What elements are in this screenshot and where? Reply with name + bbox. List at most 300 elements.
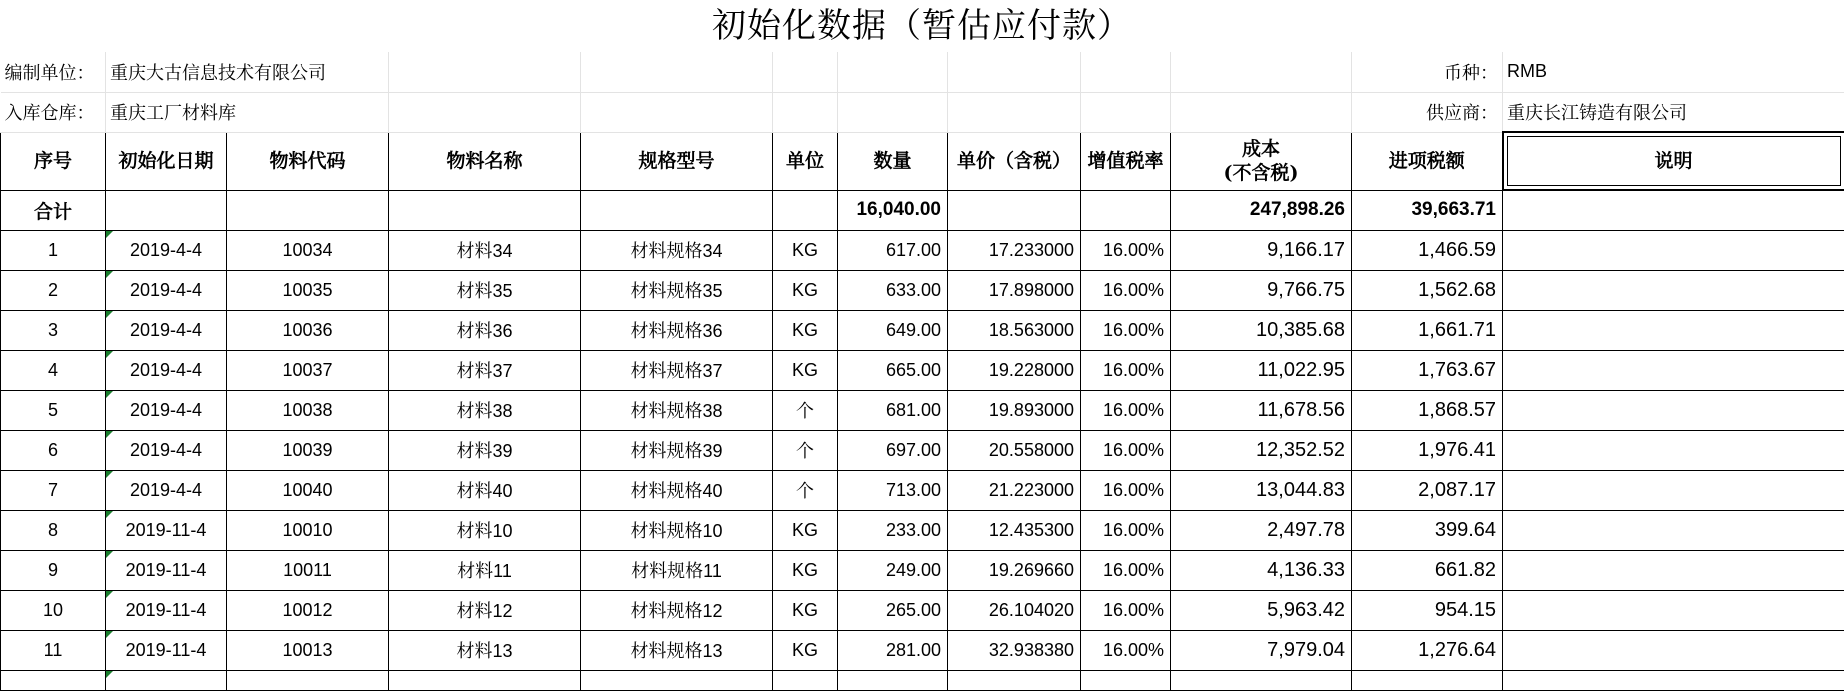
cell-price-text: 17.898000 [989, 280, 1074, 300]
empty-cell[interactable] [581, 52, 773, 92]
cell-price-text: 12.435300 [989, 520, 1074, 540]
cell-seq[interactable] [1, 310, 106, 350]
cell-qty-text: 633.00 [886, 280, 941, 300]
cell-unit-text: KG [792, 560, 818, 580]
cell-qty[interactable] [838, 430, 948, 470]
header-cost[interactable] [1171, 132, 1352, 190]
empty-cell[interactable] [1, 670, 106, 690]
total-label[interactable]: 合计 [1, 190, 106, 230]
empty-cell[interactable] [227, 190, 389, 230]
cell-price-text: 19.269660 [989, 560, 1074, 580]
cell-spec[interactable] [581, 350, 773, 390]
cell-spec-text: 材料规格10 [630, 521, 722, 541]
cell-price[interactable] [948, 510, 1081, 550]
header-qty[interactable]: 数量 [838, 132, 948, 190]
cell-seq[interactable] [1, 510, 106, 550]
cell-qty[interactable] [838, 390, 948, 430]
empty-cell[interactable] [948, 52, 1081, 92]
cell-tax[interactable] [1352, 550, 1503, 590]
cell-vat-text: 16.00% [1103, 240, 1164, 260]
supplier-value[interactable]: 重庆长江铸造有限公司 [1503, 92, 1844, 132]
cell-date-text: 2019-4-4 [130, 400, 202, 420]
cell-seq[interactable] [1, 350, 106, 390]
cell-seq[interactable] [1, 430, 106, 470]
cell-unit-text: KG [792, 280, 818, 300]
cell-unit[interactable] [773, 470, 838, 510]
cell-name[interactable] [389, 230, 581, 270]
cell-cost-text: 4,136.33 [1267, 559, 1345, 581]
cell-unit[interactable] [773, 630, 838, 670]
cell-unit-text: KG [792, 520, 818, 540]
cell-desc[interactable] [1503, 270, 1844, 310]
warehouse-label[interactable]: 入库仓库： [1, 92, 106, 132]
cell-seq[interactable] [1, 590, 106, 630]
empty-cell[interactable] [389, 92, 581, 132]
cell-code[interactable] [227, 470, 389, 510]
cell-unit[interactable] [773, 270, 838, 310]
cell-qty-text: 617.00 [886, 240, 941, 260]
empty-cell[interactable] [773, 190, 838, 230]
empty-cell[interactable] [581, 92, 773, 132]
info-row-warehouse [1, 92, 1844, 132]
cell-desc[interactable] [1503, 550, 1844, 590]
cell-price[interactable] [948, 550, 1081, 590]
empty-cell[interactable] [1081, 190, 1171, 230]
empty-cell[interactable] [948, 190, 1081, 230]
supplier-label[interactable]: 供应商： [1352, 92, 1503, 132]
cell-unit[interactable] [773, 310, 838, 350]
total-row [1, 190, 1844, 230]
table-row [1, 510, 1844, 550]
cell-price[interactable] [948, 590, 1081, 630]
cell-vat[interactable] [1081, 510, 1171, 550]
cell-price[interactable] [948, 630, 1081, 670]
cell-name[interactable] [389, 350, 581, 390]
empty-cell[interactable] [1081, 670, 1171, 690]
cell-spec-text: 材料规格34 [630, 241, 722, 261]
cell-name[interactable] [389, 310, 581, 350]
cell-tax-text: 954.15 [1435, 599, 1496, 621]
header-name[interactable]: 物料名称 [389, 132, 581, 190]
cell-name[interactable] [389, 270, 581, 310]
header-vat[interactable]: 增值税率 [1081, 132, 1171, 190]
cell-date-text: 2019-4-4 [130, 480, 202, 500]
cell-code[interactable] [227, 350, 389, 390]
cell-vat[interactable] [1081, 550, 1171, 590]
table-row-partial [1, 670, 1844, 690]
cell-name[interactable] [389, 630, 581, 670]
empty-cell[interactable] [1081, 52, 1171, 92]
cell-date[interactable] [106, 390, 227, 430]
cell-vat-text: 16.00% [1103, 480, 1164, 500]
cell-code-text: 10040 [282, 480, 332, 500]
cell-desc[interactable] [1503, 230, 1844, 270]
cell-code[interactable] [227, 510, 389, 550]
table-row [1, 550, 1844, 590]
cell-spec-text: 材料规格13 [630, 641, 722, 661]
header-seq[interactable]: 序号 [1, 132, 106, 190]
cell-code[interactable] [227, 630, 389, 670]
cell-date[interactable] [106, 550, 227, 590]
cell-name[interactable] [389, 590, 581, 630]
empty-cell[interactable] [773, 52, 838, 92]
cell-desc[interactable] [1503, 590, 1844, 630]
table-row [1, 270, 1844, 310]
cell-code-text: 10010 [282, 520, 332, 540]
cell-date[interactable] [106, 590, 227, 630]
cell-spec[interactable] [581, 430, 773, 470]
cell-name-text: 材料34 [456, 241, 512, 261]
cell-vat[interactable] [1081, 230, 1171, 270]
cell-date-text: 2019-4-4 [130, 320, 202, 340]
cell-tax-text: 1,868.57 [1418, 399, 1496, 421]
cell-qty-text: 649.00 [886, 320, 941, 340]
cell-cost[interactable] [1171, 270, 1352, 310]
cell-tax[interactable] [1352, 470, 1503, 510]
cell-tax-text: 2,087.17 [1418, 479, 1496, 501]
cell-price-text: 32.938380 [989, 640, 1074, 660]
cell-price[interactable] [948, 310, 1081, 350]
cell-desc[interactable] [1503, 350, 1844, 390]
empty-cell[interactable] [948, 670, 1081, 690]
empty-cell[interactable] [106, 670, 227, 690]
empty-cell[interactable] [1171, 670, 1352, 690]
cell-seq[interactable] [1, 550, 106, 590]
empty-cell[interactable] [838, 52, 948, 92]
cell-tax-text: 399.64 [1435, 519, 1496, 541]
table-row [1, 590, 1844, 630]
cell-qty-text: 265.00 [886, 600, 941, 620]
cell-unit[interactable] [773, 430, 838, 470]
cell-name-text: 材料13 [456, 641, 512, 661]
table-row [1, 350, 1844, 390]
cell-qty[interactable] [838, 470, 948, 510]
cell-name-text: 材料36 [456, 321, 512, 341]
empty-cell[interactable] [389, 52, 581, 92]
cell-cost[interactable] [1171, 430, 1352, 470]
cell-code-text: 10037 [282, 360, 332, 380]
total-tax[interactable]: 39,663.71 [1352, 190, 1503, 230]
cell-unit[interactable] [773, 390, 838, 430]
empty-cell[interactable] [389, 190, 581, 230]
cell-cost[interactable] [1171, 230, 1352, 270]
header-cost-line2: (不含税) [1177, 161, 1345, 185]
cell-vat[interactable] [1081, 310, 1171, 350]
cell-seq[interactable] [1, 630, 106, 670]
cell-qty-text: 697.00 [886, 440, 941, 460]
cell-desc[interactable] [1503, 470, 1844, 510]
cell-spec-text: 材料规格37 [630, 361, 722, 381]
empty-cell[interactable] [1503, 670, 1844, 690]
cell-code[interactable] [227, 430, 389, 470]
header-date[interactable]: 初始化日期 [106, 132, 227, 190]
cell-vat-text: 16.00% [1103, 560, 1164, 580]
cell-tax[interactable] [1352, 630, 1503, 670]
cell-tax-text: 1,276.64 [1418, 639, 1496, 661]
comment-marker-icon [106, 471, 113, 478]
cell-spec[interactable] [581, 590, 773, 630]
cell-qty[interactable] [838, 310, 948, 350]
cell-qty[interactable] [838, 550, 948, 590]
cell-cost[interactable] [1171, 590, 1352, 630]
cell-seq[interactable] [1, 270, 106, 310]
cell-unit[interactable] [773, 510, 838, 550]
cell-qty-text: 713.00 [886, 480, 941, 500]
empty-cell[interactable] [773, 670, 838, 690]
cell-vat[interactable] [1081, 270, 1171, 310]
cell-tax-text: 1,466.59 [1418, 239, 1496, 261]
cell-seq-text: 4 [48, 360, 58, 380]
sheet-title: 初始化数据（暂估应付款） [0, 0, 1844, 52]
cell-cost[interactable] [1171, 350, 1352, 390]
cell-price[interactable] [948, 430, 1081, 470]
cell-spec[interactable] [581, 230, 773, 270]
cell-vat[interactable] [1081, 430, 1171, 470]
cell-spec-text: 材料规格40 [630, 481, 722, 501]
cell-date[interactable] [106, 470, 227, 510]
cell-price[interactable] [948, 350, 1081, 390]
cell-code-text: 10039 [282, 440, 332, 460]
cell-spec[interactable] [581, 470, 773, 510]
cell-seq-text: 6 [48, 440, 58, 460]
header-row [1, 132, 1844, 190]
table-row [1, 470, 1844, 510]
comment-marker-icon [106, 671, 113, 678]
cell-spec[interactable] [581, 630, 773, 670]
cell-date-text: 2019-11-4 [126, 520, 207, 540]
cell-name[interactable] [389, 470, 581, 510]
header-spec[interactable]: 规格型号 [581, 132, 773, 190]
cell-code[interactable] [227, 270, 389, 310]
cell-code-text: 10036 [282, 320, 332, 340]
cell-spec[interactable] [581, 390, 773, 430]
cell-tax-text: 1,763.67 [1418, 359, 1496, 381]
cell-tax[interactable] [1352, 230, 1503, 270]
empty-cell[interactable] [948, 92, 1081, 132]
cell-cost-text: 13,044.83 [1256, 479, 1345, 501]
spreadsheet-table [0, 52, 1844, 691]
cell-qty-text: 233.00 [886, 520, 941, 540]
cell-unit[interactable] [773, 550, 838, 590]
empty-cell[interactable] [389, 670, 581, 690]
comment-marker-icon [106, 511, 113, 518]
cell-seq-text: 7 [48, 480, 58, 500]
cell-code[interactable] [227, 390, 389, 430]
cell-spec-text: 材料规格11 [631, 561, 722, 581]
cell-seq[interactable] [1, 230, 106, 270]
cell-vat[interactable] [1081, 350, 1171, 390]
cell-qty[interactable] [838, 590, 948, 630]
total-qty[interactable]: 16,040.00 [838, 190, 948, 230]
cell-date-text: 2019-11-4 [126, 600, 207, 620]
cell-date-text: 2019-4-4 [130, 240, 202, 260]
header-desc[interactable]: 说明 [1503, 132, 1844, 190]
total-cost[interactable]: 247,898.26 [1171, 190, 1352, 230]
cell-desc[interactable] [1503, 310, 1844, 350]
cell-date[interactable] [106, 230, 227, 270]
cell-name[interactable] [389, 510, 581, 550]
cell-qty[interactable] [838, 230, 948, 270]
cell-vat-text: 16.00% [1103, 280, 1164, 300]
comment-marker-icon [106, 351, 113, 358]
cell-cost[interactable] [1171, 390, 1352, 430]
cell-vat[interactable] [1081, 630, 1171, 670]
comment-marker-icon [106, 391, 113, 398]
cell-code[interactable] [227, 590, 389, 630]
table-row [1, 630, 1844, 670]
cell-name-text: 材料10 [456, 521, 512, 541]
org-value[interactable]: 重庆大古信息技术有限公司 [106, 52, 389, 92]
header-code[interactable]: 物料代码 [227, 132, 389, 190]
info-row-org [1, 52, 1844, 92]
cell-tax[interactable] [1352, 310, 1503, 350]
cell-unit[interactable] [773, 230, 838, 270]
comment-marker-icon [106, 311, 113, 318]
cell-cost[interactable] [1171, 630, 1352, 670]
empty-cell[interactable] [773, 92, 838, 132]
cell-unit-text: KG [792, 360, 818, 380]
cell-date[interactable] [106, 310, 227, 350]
cell-name[interactable] [389, 550, 581, 590]
empty-cell[interactable] [106, 190, 227, 230]
cell-price[interactable] [948, 390, 1081, 430]
cell-date[interactable] [106, 270, 227, 310]
cell-seq[interactable] [1, 470, 106, 510]
cell-name[interactable] [389, 390, 581, 430]
cell-unit[interactable] [773, 590, 838, 630]
cell-cost-text: 9,766.75 [1267, 279, 1345, 301]
cell-cost[interactable] [1171, 310, 1352, 350]
empty-cell[interactable] [1081, 92, 1171, 132]
header-cost-line1: 成本 [1177, 137, 1345, 161]
cell-seq[interactable] [1, 390, 106, 430]
cell-qty[interactable] [838, 630, 948, 670]
cell-qty[interactable] [838, 510, 948, 550]
cell-code-text: 10034 [282, 240, 332, 260]
comment-marker-icon [106, 591, 113, 598]
cell-date[interactable] [106, 430, 227, 470]
currency-label[interactable]: 币种： [1352, 52, 1503, 92]
cell-code[interactable] [227, 550, 389, 590]
cell-price-text: 19.893000 [989, 400, 1074, 420]
empty-cell[interactable] [1503, 190, 1844, 230]
cell-date[interactable] [106, 350, 227, 390]
table-row [1, 430, 1844, 470]
cell-qty[interactable] [838, 350, 948, 390]
cell-name-text: 材料39 [456, 441, 512, 461]
cell-code-text: 10012 [282, 600, 332, 620]
cell-unit-text: 个 [796, 401, 814, 421]
cell-vat-text: 16.00% [1103, 600, 1164, 620]
cell-spec[interactable] [581, 310, 773, 350]
empty-cell[interactable] [838, 92, 948, 132]
cell-spec[interactable] [581, 510, 773, 550]
cell-tax[interactable] [1352, 270, 1503, 310]
cell-vat-text: 16.00% [1103, 360, 1164, 380]
cell-cost[interactable] [1171, 510, 1352, 550]
org-label[interactable]: 编制单位： [1, 52, 106, 92]
cell-tax[interactable] [1352, 350, 1503, 390]
cell-date-text: 2019-4-4 [130, 280, 202, 300]
cell-date-text: 2019-4-4 [130, 360, 202, 380]
cell-unit[interactable] [773, 350, 838, 390]
cell-seq-text: 5 [48, 400, 58, 420]
empty-cell[interactable] [1171, 92, 1352, 132]
cell-price[interactable] [948, 230, 1081, 270]
header-tax[interactable]: 进项税额 [1352, 132, 1503, 190]
cell-vat-text: 16.00% [1103, 640, 1164, 660]
empty-cell[interactable] [1352, 670, 1503, 690]
cell-desc[interactable] [1503, 430, 1844, 470]
cell-vat-text: 16.00% [1103, 400, 1164, 420]
cell-name-text: 材料11 [457, 561, 512, 581]
empty-cell[interactable] [1171, 52, 1352, 92]
cell-cost-text: 5,963.42 [1267, 599, 1345, 621]
cell-name-text: 材料37 [456, 361, 512, 381]
cell-spec-text: 材料规格39 [630, 441, 722, 461]
cell-name-text: 材料35 [456, 281, 512, 301]
cell-seq-text: 1 [48, 240, 58, 260]
cell-cost[interactable] [1171, 550, 1352, 590]
cell-desc[interactable] [1503, 630, 1844, 670]
cell-code[interactable] [227, 230, 389, 270]
cell-seq-text: 3 [48, 320, 58, 340]
cell-date[interactable] [106, 510, 227, 550]
cell-cost-text: 10,385.68 [1256, 319, 1345, 341]
cell-tax[interactable] [1352, 510, 1503, 550]
cell-code-text: 10011 [283, 560, 332, 580]
comment-marker-icon [106, 271, 113, 278]
cell-spec[interactable] [581, 270, 773, 310]
cell-price-text: 20.558000 [989, 440, 1074, 460]
cell-date[interactable] [106, 630, 227, 670]
empty-cell[interactable] [227, 670, 389, 690]
cell-qty[interactable] [838, 270, 948, 310]
cell-cost[interactable] [1171, 470, 1352, 510]
empty-cell[interactable] [581, 670, 773, 690]
currency-value[interactable]: RMB [1503, 52, 1844, 92]
warehouse-value[interactable]: 重庆工厂材料库 [106, 92, 389, 132]
header-price[interactable]: 单价（含税） [948, 132, 1081, 190]
cell-vat[interactable] [1081, 390, 1171, 430]
cell-date-text: 2019-11-4 [126, 640, 207, 660]
cell-tax[interactable] [1352, 390, 1503, 430]
cell-code[interactable] [227, 310, 389, 350]
cell-cost-text: 2,497.78 [1267, 519, 1345, 541]
cell-spec-text: 材料规格35 [630, 281, 722, 301]
cell-spec-text: 材料规格38 [630, 401, 722, 421]
cell-qty-text: 249.00 [886, 560, 941, 580]
cell-qty-text: 681.00 [886, 400, 941, 420]
empty-cell[interactable] [838, 670, 948, 690]
empty-cell[interactable] [581, 190, 773, 230]
cell-price[interactable] [948, 470, 1081, 510]
cell-vat[interactable] [1081, 470, 1171, 510]
cell-desc[interactable] [1503, 510, 1844, 550]
cell-desc[interactable] [1503, 390, 1844, 430]
cell-name[interactable] [389, 430, 581, 470]
cell-tax[interactable] [1352, 590, 1503, 630]
table-row [1, 390, 1844, 430]
cell-tax[interactable] [1352, 430, 1503, 470]
cell-price[interactable] [948, 270, 1081, 310]
cell-tax-text: 1,976.41 [1418, 439, 1496, 461]
cell-vat[interactable] [1081, 590, 1171, 630]
header-unit[interactable]: 单位 [773, 132, 838, 190]
cell-qty-text: 665.00 [886, 360, 941, 380]
cell-tax-text: 1,562.68 [1418, 279, 1496, 301]
cell-spec[interactable] [581, 550, 773, 590]
